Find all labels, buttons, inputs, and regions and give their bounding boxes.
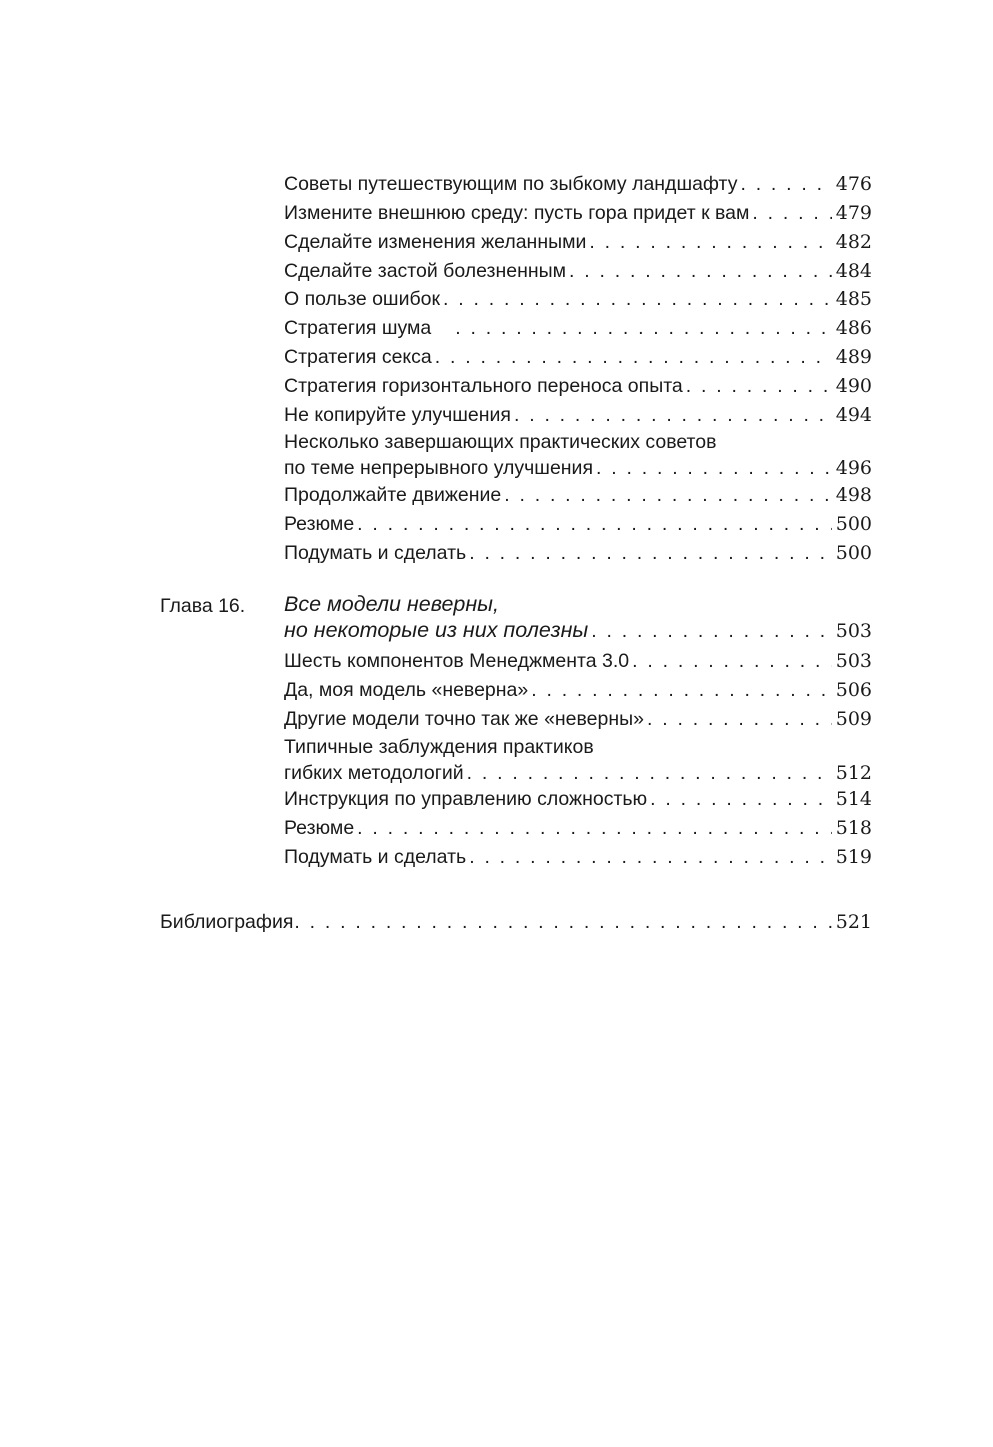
chapter-title-line2: но некоторые из них полезны — [284, 618, 589, 642]
dot-leader — [294, 910, 831, 934]
toc-entry-page: 494 — [835, 404, 872, 426]
toc-entry[interactable] — [284, 512, 872, 536]
toc-entry[interactable] — [284, 816, 872, 840]
dot-leader — [357, 512, 832, 536]
bibliography-page: 521 — [835, 911, 872, 933]
toc-entry[interactable] — [284, 845, 872, 869]
dot-leader — [514, 403, 832, 427]
toc-entry[interactable] — [284, 678, 872, 702]
dot-leader — [589, 230, 831, 254]
toc-entry[interactable] — [284, 649, 872, 673]
toc-entry[interactable] — [284, 483, 872, 507]
chapter-label: Глава 16. — [160, 595, 246, 617]
toc-entry[interactable] — [284, 403, 872, 427]
toc-entry-page: 509 — [835, 708, 872, 730]
dot-leader — [686, 374, 832, 398]
toc-entry[interactable] — [284, 374, 872, 398]
dot-leader — [467, 761, 832, 785]
toc-entry[interactable] — [284, 259, 872, 283]
dot-leader — [469, 541, 832, 565]
toc-entry-title: Советы путешествующим по зыбкому ландшафту — [284, 173, 738, 195]
dot-leader — [357, 816, 832, 840]
toc-entry-page: 484 — [835, 260, 872, 282]
dot-leader — [632, 649, 832, 673]
toc-entry-title: Инструкция по управлению сложностью — [284, 788, 648, 810]
bibliography-entry[interactable] — [160, 910, 872, 934]
toc-entry[interactable] — [284, 316, 872, 340]
toc-entry-title: Подумать и сделать — [284, 846, 467, 868]
toc-entry-title: Другие модели точно так же «неверны» — [284, 708, 644, 730]
dot-leader — [752, 201, 831, 225]
toc-entry-page: 500 — [835, 542, 872, 564]
toc-entry-page: 498 — [835, 484, 872, 506]
toc-entry-page: 514 — [835, 788, 872, 810]
toc-entry-page: 485 — [835, 288, 872, 310]
toc-entry-title: Шесть компонентов Менеджмента 3.0 — [284, 650, 630, 672]
toc-entry-page: 496 — [835, 457, 872, 479]
toc-entry-title-line1: Типичные заблуждения практиков — [284, 736, 594, 758]
dot-leader — [469, 845, 832, 869]
dot-leader — [650, 787, 832, 811]
toc-entry-page: 490 — [835, 375, 872, 397]
dot-leader — [504, 483, 832, 507]
toc-entry-page: 518 — [835, 817, 872, 839]
toc-entry-title: О пользе ошибок — [284, 288, 441, 310]
chapter-page: 503 — [835, 620, 872, 642]
dot-leader — [596, 456, 832, 480]
chapter-title-line1: Все модели неверны, — [284, 592, 499, 616]
toc-entry-title: Да, моя модель «неверна» — [284, 679, 529, 701]
toc-entry-page: 479 — [835, 202, 872, 224]
toc-entry-page: 489 — [835, 346, 872, 368]
dot-leader — [569, 259, 832, 283]
toc-entry-title: Не копируйте улучшения — [284, 404, 511, 426]
toc-entry-page: 519 — [835, 846, 872, 868]
toc-entry[interactable] — [284, 172, 872, 196]
toc-entry-page: 500 — [835, 513, 872, 535]
toc-entry-title-line2: по теме непрерывного улучшения — [284, 457, 594, 479]
toc-entry[interactable] — [284, 345, 872, 369]
toc-entry-page: 503 — [835, 650, 872, 672]
dot-leader — [455, 316, 831, 340]
toc-entry-title: Стратегия шума — [284, 317, 432, 339]
toc-entry[interactable] — [284, 287, 872, 311]
toc-entry-title: Стратегия секса — [284, 346, 432, 368]
toc-entry-title-line2: гибких методологий — [284, 762, 464, 784]
toc-entry-title-line1: Несколько завершающих практических советов — [284, 431, 717, 453]
toc-entry-title: Резюме — [284, 817, 355, 839]
toc-entry-page: 476 — [835, 173, 872, 195]
toc-entry-page: 512 — [835, 762, 872, 784]
toc-entry-title: Стратегия горизонтального переноса опыта — [284, 375, 683, 397]
dot-leader — [435, 345, 832, 369]
toc-entry-page: 482 — [835, 231, 872, 253]
toc-entry-page: 486 — [835, 317, 872, 339]
toc-entry[interactable] — [284, 787, 872, 811]
dot-leader — [591, 619, 832, 643]
toc-entry-page: 506 — [835, 679, 872, 701]
toc-entry-title: Измените внешнюю среду: пусть гора придет к вам — [284, 202, 750, 224]
toc-entry-title: Продолжайте движение — [284, 484, 502, 506]
dot-leader — [443, 287, 832, 311]
toc-entry[interactable] — [284, 707, 872, 731]
bibliography-title: Библиография — [160, 911, 294, 933]
toc-entry-title: Сделайте застой болезненным — [284, 260, 567, 282]
toc-entry[interactable] — [284, 230, 872, 254]
dot-leader — [531, 678, 832, 702]
toc-entry-title: Резюме — [284, 513, 355, 535]
toc-entry[interactable] — [284, 541, 872, 565]
dot-leader — [647, 707, 832, 731]
toc-entry[interactable] — [284, 201, 872, 225]
dot-leader — [740, 172, 831, 196]
toc-entry-title: Подумать и сделать — [284, 542, 467, 564]
toc-entry[interactable] — [284, 430, 872, 480]
chapter-heading[interactable] — [284, 592, 872, 645]
toc-entry-title: Сделайте изменения желанными — [284, 231, 587, 253]
toc-entry[interactable] — [284, 735, 872, 785]
